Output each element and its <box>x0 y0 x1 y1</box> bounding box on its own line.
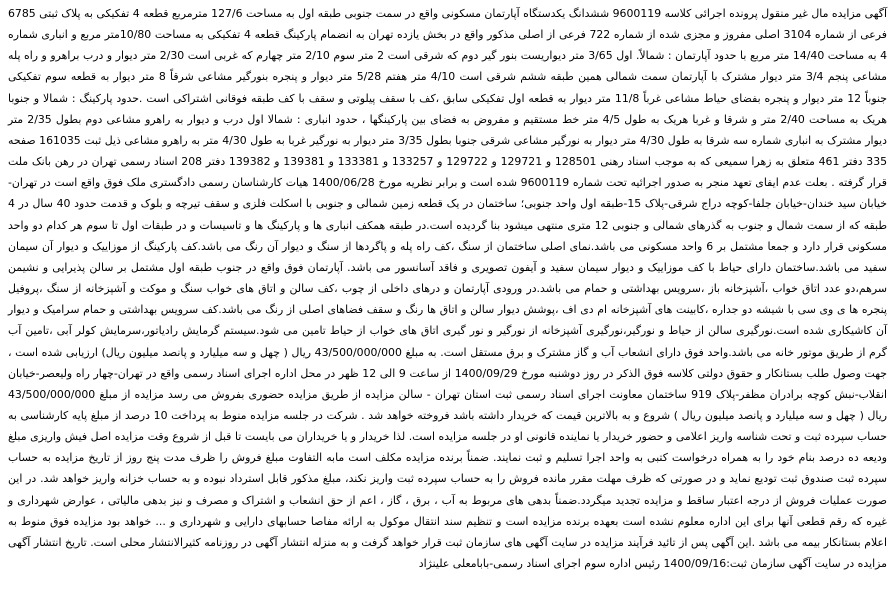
auction-notice-text: آگهی مزایده مال غیر منقول پرونده اجرائی کلاسه 9600119 ششدانگ یکدستگاه آپارتمان مسکونی واقع در سمت جنوبی طبقه اول به مساحت 127/6 مترمربع قطعه 4 تفکیکی به پلاک ثبتی 6785 فرعی از شماره 3104 اصلی مفروز و مجزی شده از شماره 722 فرعی از اصلی مذکور واقع در بخش یازده تهران به انضمام پارکینگ قطعه 4 تفکیکی به مساحت 10/80متر مربع و انباری شماره 4 به مساحت 14/40 متر مربع با حدود آپارتمان : شمالاً. اول 3/65 متر دیواریست بنور گیر دوم که شرقی است 2 متر سوم 2/10 متر چهارم که غربی است 2/30 متر دیوار و درب براهرو و راه پله مشاعی پنجم 3/4 متر دیوار مشترک با آپارتمان سمت شمالی همین طبقه ششم شرقی است 4/10 متر هفتم 5/28 متر دیوار و پنجره بنورگیر مشاعی شرقاً 8 متر دیوار به قطعه سوم تفکیکی جنوباً 12 متر دیوار و پنجره بفضای حیاط مشاعی غرباً 11/8 متر دیوار به قطعه اول تفکیکی سابق ،کف با سقف پیلوتی و سقف با کف طبقه فوقانی اشتراکی است .حدود پارکینگ : شمالا و جنوبا هریک به مساحت 2/40 متر و شرقا و غربا هریک به طول 4/5 متر خط مستقیم و مفروض به فضای بین پارکینگها ، حدود انباری : شمالا اول درب و دیوار به راهرو مشاعی دوم بطول 2/35 متر دیوار مشترک به انباری شماره سه شرقا به طول 4/30 متر دیوار به نورگیر مشاعی شرقی جنوبا بطول 3/35 متر دیوار به نورگیر غربا به طول 4/30 متر به راهرو مشاعی ذیل ثبت 161035 صفحه 335 دفتر 461 متعلق به زهرا سمیعی که به موجب اسناد رهنی 128501 و 129721 و 129722 و 133257 و 133381 و 139381 و 139382 دفتر 208 اسناد رسمی تهران در رهن بانک ملت قرار گرفته . بعلت عدم ایفای تعهد منجر به صدور اجرائیه تحت شماره 9600119 شده است و برابر نظریه مورخ 1400/06/28 هیات کارشناسان رسمی دادگستری ملک فوق واقع است در تهران-خیابان سید خندان-خیابان جلفا-کوچه دراج شرقی-پلاک 15-طبقه اول واحد جنوبی؛ ساختمان در یک قطعه زمین شمالی و جنوبی با اسکلت فلزی و سقف تیرچه و بلوک و قدمت حدود 40 سال در 4 طبقه که از سمت شمال و جنوب به گذرهای شمالی و جنوبی 12 متری منتهی میشود بنا گردیده است.در طبقه همکف انباری ها و پارکینگ ها و تاسیسات و در طبقات اول تا سوم هر کدام دو واحد مسکونی قرار دارد و جمعا مشتمل بر 6 واحد مسکونی می باشد.نمای اصلی ساختمان از سنگ ،کف راه پله و پاگردها از سنگ و دیوار آن رنگ می باشد.کف پارکینگ از موزاییک و دیوار آن سیمان سفید می باشد.ساختمان دارای حیاط با کف موزاییک و دیوار سیمان سفید و آیفون تصویری و فاقد آسانسور می باشد. آپارتمان فوق واقع در جنوب طبقه اول مشتمل بر سالن پذیرایی و نشیمن سرهم،دو عدد اتاق خواب ،آشپزخانه باز ،سرویس بهداشتی و حمام می باشد.در ورودی آپارتمان و درهای داخلی از چوب ،کف سالن و اتاق های خواب سنگ و موکت و آشپزخانه از سنگ ،پروفیل پنجره ها ی وی سی با شیشه دو جداره ،کابینت های آشپزخانه ام دی اف ،پوشش دیوار سالن و اتاق ها رنگ و سقف فضاهای اصلی از رنگ می باشد.کف سرویس بهداشتی و حمام سرامیک و دیوار آن کاشیکاری شده است.نورگیری سالن از حیاط و نورگیر،نورگیری آشپزخانه از نورگیر و نور گیری اتاق های خواب از حیاط تامین می شود.سیستم گرمایش رادیاتور،سرمایش کولر آبی ،تامین آب گرم از طریق موتور خانه می باشد.واحد فوق دارای انشعاب آب و گاز مشترک و برق مستقل است. به مبلغ 43/500/000/000 ریال ( چهل و سه میلیارد و پانصد میلیون ریال) ارزیابی شده است ، جهت وصول طلب بستانکار و حقوق دولتی کلاسه فوق الذکر در روز دوشنبه مورخ 1400/09/29 از ساعت 9 الی 12 ظهر در محل اداره اجرای اسناد رسمی واقع در تهران-چهار راه ولیعصر-خیابان انقلاب-نبش کوچه برادران مظفر-پلاک 919 ساختمان معاونت اجرای اسناد رسمی ثبت استان تهران - سالن مزایده از طریق مزایده حضوری بفروش می رسد مزایده از مبلغ 43/500/000/000 ریال ( چهل و سه میلیارد و پانصد میلیون ریال ) شروع و به بالاترین قیمت که خریدار داشته باشد فروخته خواهد شد . شرکت در جلسه مزایده منوط به پرداخت 10 درصد از مبلغ پایه کارشناسی به حساب سپرده ثبت و تحت شناسه واریز اعلامی و حضور خریدار یا نماینده قانونی او در جلسه مزایده است. لذا خریدار و یا خریداران می بایست تا قبل از شروع وقت مزایده اصل فیش واریزی مبلغ ودیعه ده درصد بنام خود را به همراه درخواست کتبی به واحد اجرا تسلیم و ثبت نمایند. ضمناً برنده مزایده مکلف است مابه التفاوت مبلغ فروش را ظرف مدت پنج روز از تاریخ مزایده به حساب سپرده ثبت صندوق ثبت تودیع نماید و در صورتی که ظرف مهلت مقرر مانده فروش را به حساب سپرده ثبت واریز نکند، مبلغ مذکور قابل استرداد نبوده و به حساب خزانه واریز خواهد شد. در این صورت عملیات فروش از درجه اعتبار ساقط و مزایده تجدید میگردد.ضمناً بدهی های مربوط به آب ، برق ، گاز ، اعم از حق انشعاب و اشتراک و مصرف و نیز بدهی مالیاتی ، عوارض شهرداری و غیره که رقم قطعی آنها برای این اداره معلوم نشده است بعهده برنده مزایده است و تنظیم سند انتقال موکول به ارائه مفاصا حسابهای دارایی و شهرداری و ... خواهد بود مزایده فوق منوط به اعلام بستانکار بیمه می باشد .این آگهی پس از تائید فرآیند مزایده در سایت آگهی های سازمان ثبت قرار خواهد گرفت و به منزله انتشار آگهی در روزنامه کثیرالانتشار محلی است. تاریخ انتشار آگهی مزایده در سایت آگهی سازمان ثبت:1400/09/16 رئیس اداره سوم اجرای اسناد رسمی-بابامعلی علینژاد <box>7 7 888 571</box>
